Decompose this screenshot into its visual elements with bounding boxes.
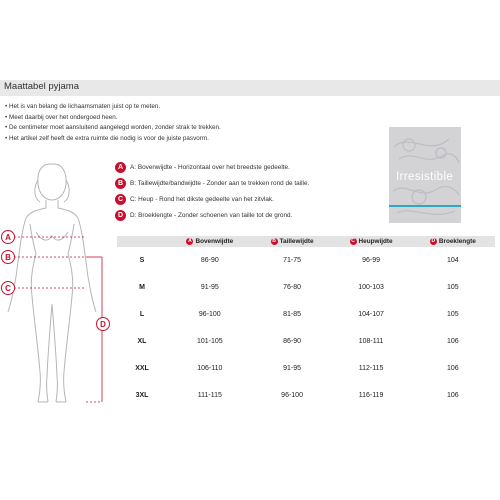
legend-item-c xyxy=(115,193,274,205)
table-cell: 101-105 xyxy=(196,338,223,345)
size-cell: XL xyxy=(137,338,147,345)
badge-c-icon: C xyxy=(115,194,126,205)
brand-logo xyxy=(389,127,461,223)
table-cell: 106 xyxy=(411,355,495,382)
table-cell: 106 xyxy=(446,392,459,399)
column-header-broeklengte xyxy=(411,236,495,247)
column-header-heupwijdte xyxy=(332,236,411,247)
legend-text: B: Taillewijdte/bandwijdte - Zonder aan te trekken rond de taille. xyxy=(130,179,310,187)
table-cell: 111-115 xyxy=(197,392,222,399)
size-cell: XXL xyxy=(117,355,167,382)
table-row xyxy=(117,301,495,328)
legend-text: A: Bovenwijdte - Horizontaal over het breedste gedeelte. xyxy=(130,163,290,171)
instruction-item: • De centimeter moet aansluitend aangelegd worden, zonder strak te trekken. xyxy=(5,123,385,134)
legend-item-b xyxy=(115,177,309,189)
table-row xyxy=(117,274,495,301)
badge-b-icon: B xyxy=(272,237,276,244)
size-cell: S xyxy=(117,247,167,274)
table-cell: 96-100 xyxy=(281,392,303,399)
table-cell: 96-100 xyxy=(167,301,253,328)
legend-item-a xyxy=(115,161,290,173)
instruction-item: • Het artikel zelf heeft de extra ruimte die nodig is voor de juiste pasvorm. xyxy=(5,134,385,145)
brand-accent-stripe xyxy=(389,205,461,207)
table-cell: 116-119 xyxy=(358,392,384,399)
column-header-taillewijdte xyxy=(253,236,332,247)
table-cell: 108-111 xyxy=(358,338,384,345)
column-header-label: Heupwijdte xyxy=(358,238,393,246)
size-cell: L xyxy=(117,301,167,328)
table-row xyxy=(117,328,495,355)
measurement-guides xyxy=(14,237,102,402)
svg-text:D: D xyxy=(100,320,106,329)
table-header-row xyxy=(117,236,495,247)
badge-a-icon: A xyxy=(188,237,192,244)
size-cell: 3XL xyxy=(135,392,149,399)
instruction-item: • Het is van belang de lichaamsmaten juist op te meten. xyxy=(5,102,385,113)
table-cell: 105 xyxy=(446,284,459,291)
brand-name: Irresistible xyxy=(396,171,454,183)
table-cell: 91-95 xyxy=(200,284,219,291)
legend-text: D: Broeklengte - Zonder schoenen van taille tot de grond. xyxy=(130,211,293,219)
table-cell: 104 xyxy=(411,247,495,274)
table-cell: 106-110 xyxy=(167,355,253,382)
table-cell: 86-90 xyxy=(283,338,302,345)
marker-d xyxy=(97,318,110,331)
badge-a-icon: A xyxy=(115,162,126,173)
marker-a xyxy=(2,231,15,244)
table-cell: 76-80 xyxy=(283,284,302,291)
table-row xyxy=(117,382,495,409)
table-cell: 105 xyxy=(411,301,495,328)
table-cell: 100-103 xyxy=(358,284,384,291)
svg-text:C: C xyxy=(5,284,11,293)
badge-d-icon: D xyxy=(431,237,436,244)
page-title: Maattabel pyjama xyxy=(4,81,79,92)
instruction-list xyxy=(5,102,385,144)
table-row xyxy=(117,355,495,382)
table-cell: 86-90 xyxy=(167,247,253,274)
body-measurement-figure xyxy=(0,150,112,410)
svg-text:A: A xyxy=(5,233,11,242)
body-silhouette-icon xyxy=(8,164,96,402)
table-cell: 112-115 xyxy=(332,355,411,382)
column-header-label: Broeklengte xyxy=(438,238,476,246)
legend-text: C: Heup - Rond het dikste gedeelte van het zitvlak. xyxy=(130,195,274,203)
table-cell: 96-99 xyxy=(332,247,411,274)
badge-d-icon: D xyxy=(115,210,126,221)
instruction-item: • Meet daarbij over het ondergoed heen. xyxy=(5,113,385,124)
title-bar xyxy=(0,80,500,96)
size-cell: M xyxy=(139,284,145,291)
table-cell: 81-85 xyxy=(253,301,332,328)
badge-b-icon: B xyxy=(115,178,126,189)
svg-text:B: B xyxy=(5,253,11,262)
table-cell: 71-75 xyxy=(253,247,332,274)
column-header-label: Bovenwijdte xyxy=(195,238,234,246)
column-header-label: Taillewijdte xyxy=(279,238,314,246)
size-column-header xyxy=(117,236,167,247)
table-row xyxy=(117,247,495,274)
column-header-bovenwijdte xyxy=(167,236,253,247)
table-cell: 91-95 xyxy=(253,355,332,382)
marker-b xyxy=(2,251,15,264)
table-cell: 106 xyxy=(446,338,459,345)
marker-c xyxy=(2,282,15,295)
table-cell: 104-107 xyxy=(332,301,411,328)
size-table xyxy=(117,236,495,409)
badge-c-icon: C xyxy=(351,237,355,244)
legend-item-d xyxy=(115,209,292,221)
